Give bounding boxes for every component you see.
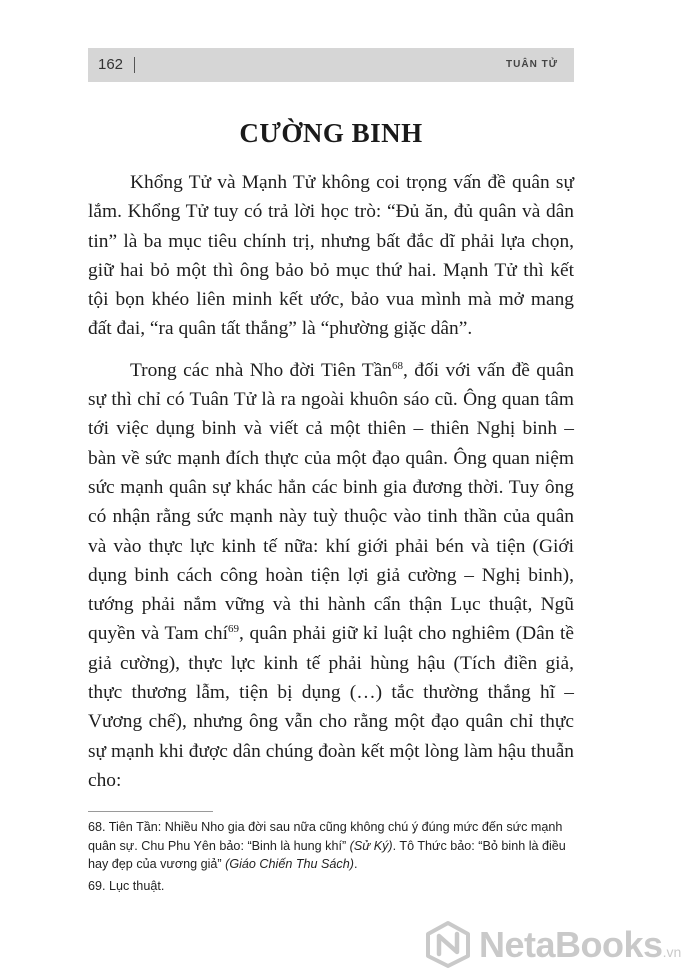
footnote-ref-68[interactable]: 68: [392, 359, 403, 372]
paragraph-2-part-b: , đối với vấn đề quân sự thì chỉ có Tuân Tử là ra ngoài khuôn sáo cũ. Ông quan tâm tới việc dụng binh và viết cả một thiên – thiên Nghị binh – bàn về sức mạnh đích thực của một đạo quân. Ông quan niệm sức mạnh quân sự khác hẳn các binh gia đương thời. Tuy ông có nhận rằng sức mạnh này tuỳ thuộc vào tinh thần của quân và vào thực lực kinh tế nữa: khí giới phải bén và tiện (Giới dụng binh cách công hoàn tiện lợi giả cường – Nghị binh), tướng phải nắm vững và thi hành cẩn thận Lục thuật, Ngũ quyền và Tam chí: [88, 359, 574, 645]
header-divider: [134, 57, 135, 73]
footnote-68-part-b: . Tô Thức bảo: “Bỏ binh là điều hay đẹp của vương giả”: [88, 838, 566, 871]
chapter-title: CƯỜNG BINH: [239, 118, 423, 148]
watermark-brand: [479, 924, 681, 966]
watermark-domain: .vn: [662, 944, 682, 960]
footnote-68-source-2: (Giáo Chiến Thu Sách): [225, 857, 354, 871]
watermark-brand-name: NetaBooks: [479, 924, 663, 965]
paragraph-1: Khổng Tử và Mạnh Tử không coi trọng vấn đề quân sự lắm. Khổng Tử tuy có trả lời học trò: “Đủ ăn, đủ quân và dân tin” là ba mục tiêu chính trị, nhưng bất đắc dĩ phải lựa chọn, giữ hai bỏ một thì ông bảo bỏ mục thứ hai. Mạnh Tử thì kết tội bọn khéo liên minh kết ước, bảo vua mình mà mở mang đất đai, “ra quân tất thắng” là “phường giặc dân”.: [88, 172, 574, 340]
watermark: [425, 916, 695, 974]
running-title: TUÂN TỬ: [506, 59, 558, 70]
footnotes: [88, 818, 574, 895]
footnote-68: [88, 818, 574, 874]
footnote-ref-69[interactable]: 69: [228, 623, 240, 636]
footnote-68-source-1: (Sử Ký): [349, 838, 393, 853]
footnote-68-part-c: .: [353, 857, 358, 871]
running-header: [88, 48, 574, 82]
page-number: 162: [98, 56, 124, 73]
body-text: [88, 168, 574, 795]
footnote-68-part-a: 68. Tiên Tần: Nhiều Nho gia đời sau nữa cũng không chú ý đúng mức đến sức mạnh quân sự. Chu Phu Yên bảo: “Binh là hung khí”: [88, 820, 563, 853]
footnote-divider: [88, 811, 213, 812]
paragraph-2: [88, 356, 574, 795]
paragraph-2-part-a: Trong các nhà Nho đời Tiên Tần: [130, 359, 392, 381]
footnote-69: 69. Lục thuật.: [88, 878, 165, 893]
book-n-logo-icon: [425, 920, 471, 968]
paragraph-2-part-c: , quân phải giữ kỉ luật cho nghiêm (Dân tề giả cường), thực lực kinh tế phải hùng hậu (Tích điền giả, thực thương lẫm, tiện bị dụng (…) tắc thường thắng hĩ – Vương chế), nhưng ông vẫn cho rằng một đạo quân chỉ thực sự mạnh khi được dân chúng đoàn kết một lòng làm hậu thuẫn cho:: [88, 623, 574, 791]
